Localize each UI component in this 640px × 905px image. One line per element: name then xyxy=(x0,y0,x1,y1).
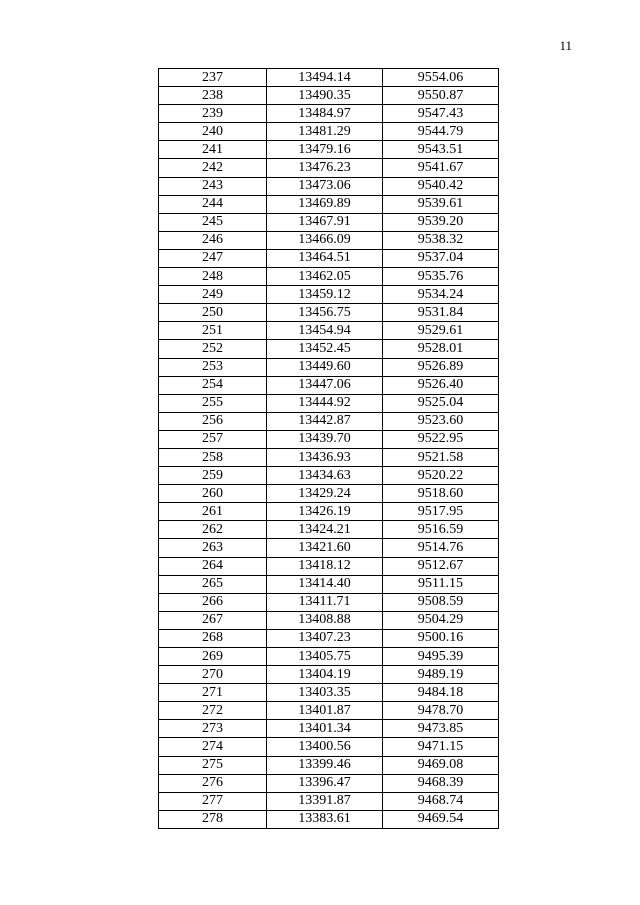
value-a-cell: 13442.87 xyxy=(267,412,383,430)
value-b-cell: 9517.95 xyxy=(383,503,499,521)
value-b-cell: 9544.79 xyxy=(383,123,499,141)
row-index-cell: 238 xyxy=(159,87,267,105)
table-row xyxy=(159,340,499,358)
value-a-cell: 13479.16 xyxy=(267,141,383,159)
value-a-cell: 13399.46 xyxy=(267,756,383,774)
row-index-cell: 239 xyxy=(159,105,267,123)
value-b-cell: 9521.58 xyxy=(383,448,499,466)
value-a-cell: 13411.71 xyxy=(267,593,383,611)
value-b-cell: 9522.95 xyxy=(383,430,499,448)
row-index-cell: 240 xyxy=(159,123,267,141)
table-row xyxy=(159,648,499,666)
row-index-cell: 245 xyxy=(159,213,267,231)
row-index-cell: 272 xyxy=(159,702,267,720)
table-row xyxy=(159,268,499,286)
value-b-cell: 9469.08 xyxy=(383,756,499,774)
value-b-cell: 9539.61 xyxy=(383,195,499,213)
value-b-cell: 9511.15 xyxy=(383,575,499,593)
row-index-cell: 250 xyxy=(159,304,267,322)
row-index-cell: 268 xyxy=(159,629,267,647)
value-b-cell: 9537.04 xyxy=(383,249,499,267)
row-index-cell: 262 xyxy=(159,521,267,539)
row-index-cell: 246 xyxy=(159,231,267,249)
value-a-cell: 13467.91 xyxy=(267,213,383,231)
value-a-cell: 13408.88 xyxy=(267,611,383,629)
table-row xyxy=(159,503,499,521)
table-row xyxy=(159,213,499,231)
row-index-cell: 259 xyxy=(159,467,267,485)
table-row xyxy=(159,231,499,249)
value-b-cell: 9534.24 xyxy=(383,286,499,304)
row-index-cell: 273 xyxy=(159,720,267,738)
value-a-cell: 13436.93 xyxy=(267,448,383,466)
row-index-cell: 278 xyxy=(159,810,267,828)
row-index-cell: 275 xyxy=(159,756,267,774)
table-row xyxy=(159,159,499,177)
value-b-cell: 9529.61 xyxy=(383,322,499,340)
value-b-cell: 9514.76 xyxy=(383,539,499,557)
value-b-cell: 9523.60 xyxy=(383,412,499,430)
row-index-cell: 241 xyxy=(159,141,267,159)
value-b-cell: 9478.70 xyxy=(383,702,499,720)
value-a-cell: 13403.35 xyxy=(267,684,383,702)
value-b-cell: 9468.74 xyxy=(383,792,499,810)
table-row xyxy=(159,521,499,539)
row-index-cell: 265 xyxy=(159,575,267,593)
row-index-cell: 271 xyxy=(159,684,267,702)
value-a-cell: 13414.40 xyxy=(267,575,383,593)
row-index-cell: 276 xyxy=(159,774,267,792)
row-index-cell: 242 xyxy=(159,159,267,177)
row-index-cell: 255 xyxy=(159,394,267,412)
table-row xyxy=(159,810,499,828)
table-row xyxy=(159,557,499,575)
row-index-cell: 270 xyxy=(159,666,267,684)
table-row xyxy=(159,539,499,557)
table-row xyxy=(159,611,499,629)
value-b-cell: 9495.39 xyxy=(383,648,499,666)
table-row xyxy=(159,376,499,394)
value-b-cell: 9525.04 xyxy=(383,394,499,412)
value-a-cell: 13396.47 xyxy=(267,774,383,792)
value-a-cell: 13466.09 xyxy=(267,231,383,249)
row-index-cell: 258 xyxy=(159,448,267,466)
value-b-cell: 9512.67 xyxy=(383,557,499,575)
value-a-cell: 13401.34 xyxy=(267,720,383,738)
table-row xyxy=(159,123,499,141)
value-a-cell: 13459.12 xyxy=(267,286,383,304)
value-b-cell: 9540.42 xyxy=(383,177,499,195)
row-index-cell: 243 xyxy=(159,177,267,195)
table-row xyxy=(159,177,499,195)
row-index-cell: 266 xyxy=(159,593,267,611)
table-row xyxy=(159,358,499,376)
value-b-cell: 9539.20 xyxy=(383,213,499,231)
table-row xyxy=(159,575,499,593)
page-number: 11 xyxy=(559,38,572,53)
value-b-cell: 9489.19 xyxy=(383,666,499,684)
table-row xyxy=(159,195,499,213)
value-a-cell: 13421.60 xyxy=(267,539,383,557)
table-row xyxy=(159,485,499,503)
table-row xyxy=(159,286,499,304)
table-row xyxy=(159,322,499,340)
table-row xyxy=(159,756,499,774)
table-row xyxy=(159,448,499,466)
table-row xyxy=(159,412,499,430)
table-row xyxy=(159,684,499,702)
value-b-cell: 9554.06 xyxy=(383,69,499,87)
table-row xyxy=(159,702,499,720)
row-index-cell: 277 xyxy=(159,792,267,810)
table-row xyxy=(159,430,499,448)
data-table xyxy=(158,68,499,829)
row-index-cell: 249 xyxy=(159,286,267,304)
table-row xyxy=(159,720,499,738)
row-index-cell: 263 xyxy=(159,539,267,557)
row-index-cell: 264 xyxy=(159,557,267,575)
value-a-cell: 13484.97 xyxy=(267,105,383,123)
table-row xyxy=(159,738,499,756)
value-b-cell: 9528.01 xyxy=(383,340,499,358)
table-row xyxy=(159,467,499,485)
value-a-cell: 13401.87 xyxy=(267,702,383,720)
value-a-cell: 13469.89 xyxy=(267,195,383,213)
value-b-cell: 9468.39 xyxy=(383,774,499,792)
value-a-cell: 13391.87 xyxy=(267,792,383,810)
row-index-cell: 253 xyxy=(159,358,267,376)
value-a-cell: 13429.24 xyxy=(267,485,383,503)
row-index-cell: 248 xyxy=(159,268,267,286)
value-a-cell: 13481.29 xyxy=(267,123,383,141)
value-b-cell: 9484.18 xyxy=(383,684,499,702)
value-a-cell: 13383.61 xyxy=(267,810,383,828)
row-index-cell: 274 xyxy=(159,738,267,756)
value-a-cell: 13494.14 xyxy=(267,69,383,87)
row-index-cell: 260 xyxy=(159,485,267,503)
row-index-cell: 244 xyxy=(159,195,267,213)
value-a-cell: 13405.75 xyxy=(267,648,383,666)
value-b-cell: 9547.43 xyxy=(383,105,499,123)
value-b-cell: 9473.85 xyxy=(383,720,499,738)
value-a-cell: 13490.35 xyxy=(267,87,383,105)
table-row xyxy=(159,593,499,611)
row-index-cell: 256 xyxy=(159,412,267,430)
value-a-cell: 13454.94 xyxy=(267,322,383,340)
value-a-cell: 13449.60 xyxy=(267,358,383,376)
row-index-cell: 261 xyxy=(159,503,267,521)
value-b-cell: 9518.60 xyxy=(383,485,499,503)
table-row xyxy=(159,304,499,322)
table-row xyxy=(159,249,499,267)
value-b-cell: 9471.15 xyxy=(383,738,499,756)
row-index-cell: 252 xyxy=(159,340,267,358)
value-b-cell: 9520.22 xyxy=(383,467,499,485)
table-row xyxy=(159,87,499,105)
table-row xyxy=(159,394,499,412)
value-a-cell: 13424.21 xyxy=(267,521,383,539)
table-row xyxy=(159,69,499,87)
value-b-cell: 9469.54 xyxy=(383,810,499,828)
table-row xyxy=(159,629,499,647)
value-a-cell: 13418.12 xyxy=(267,557,383,575)
value-a-cell: 13444.92 xyxy=(267,394,383,412)
value-a-cell: 13473.06 xyxy=(267,177,383,195)
value-a-cell: 13439.70 xyxy=(267,430,383,448)
table-body xyxy=(159,69,499,829)
value-a-cell: 13452.45 xyxy=(267,340,383,358)
value-b-cell: 9541.67 xyxy=(383,159,499,177)
value-b-cell: 9526.40 xyxy=(383,376,499,394)
value-b-cell: 9508.59 xyxy=(383,593,499,611)
row-index-cell: 257 xyxy=(159,430,267,448)
value-a-cell: 13464.51 xyxy=(267,249,383,267)
row-index-cell: 254 xyxy=(159,376,267,394)
value-a-cell: 13476.23 xyxy=(267,159,383,177)
value-b-cell: 9500.16 xyxy=(383,629,499,647)
value-b-cell: 9526.89 xyxy=(383,358,499,376)
value-b-cell: 9504.29 xyxy=(383,611,499,629)
row-index-cell: 267 xyxy=(159,611,267,629)
value-b-cell: 9531.84 xyxy=(383,304,499,322)
value-b-cell: 9550.87 xyxy=(383,87,499,105)
value-a-cell: 13404.19 xyxy=(267,666,383,684)
value-a-cell: 13400.56 xyxy=(267,738,383,756)
row-index-cell: 247 xyxy=(159,249,267,267)
row-index-cell: 269 xyxy=(159,648,267,666)
table-row xyxy=(159,141,499,159)
value-b-cell: 9538.32 xyxy=(383,231,499,249)
value-a-cell: 13434.63 xyxy=(267,467,383,485)
value-b-cell: 9516.59 xyxy=(383,521,499,539)
value-b-cell: 9543.51 xyxy=(383,141,499,159)
value-a-cell: 13447.06 xyxy=(267,376,383,394)
value-b-cell: 9535.76 xyxy=(383,268,499,286)
value-a-cell: 13456.75 xyxy=(267,304,383,322)
row-index-cell: 251 xyxy=(159,322,267,340)
value-a-cell: 13407.23 xyxy=(267,629,383,647)
value-a-cell: 13462.05 xyxy=(267,268,383,286)
table-row xyxy=(159,105,499,123)
table-row xyxy=(159,666,499,684)
value-a-cell: 13426.19 xyxy=(267,503,383,521)
table-row xyxy=(159,774,499,792)
row-index-cell: 237 xyxy=(159,69,267,87)
table-row xyxy=(159,792,499,810)
